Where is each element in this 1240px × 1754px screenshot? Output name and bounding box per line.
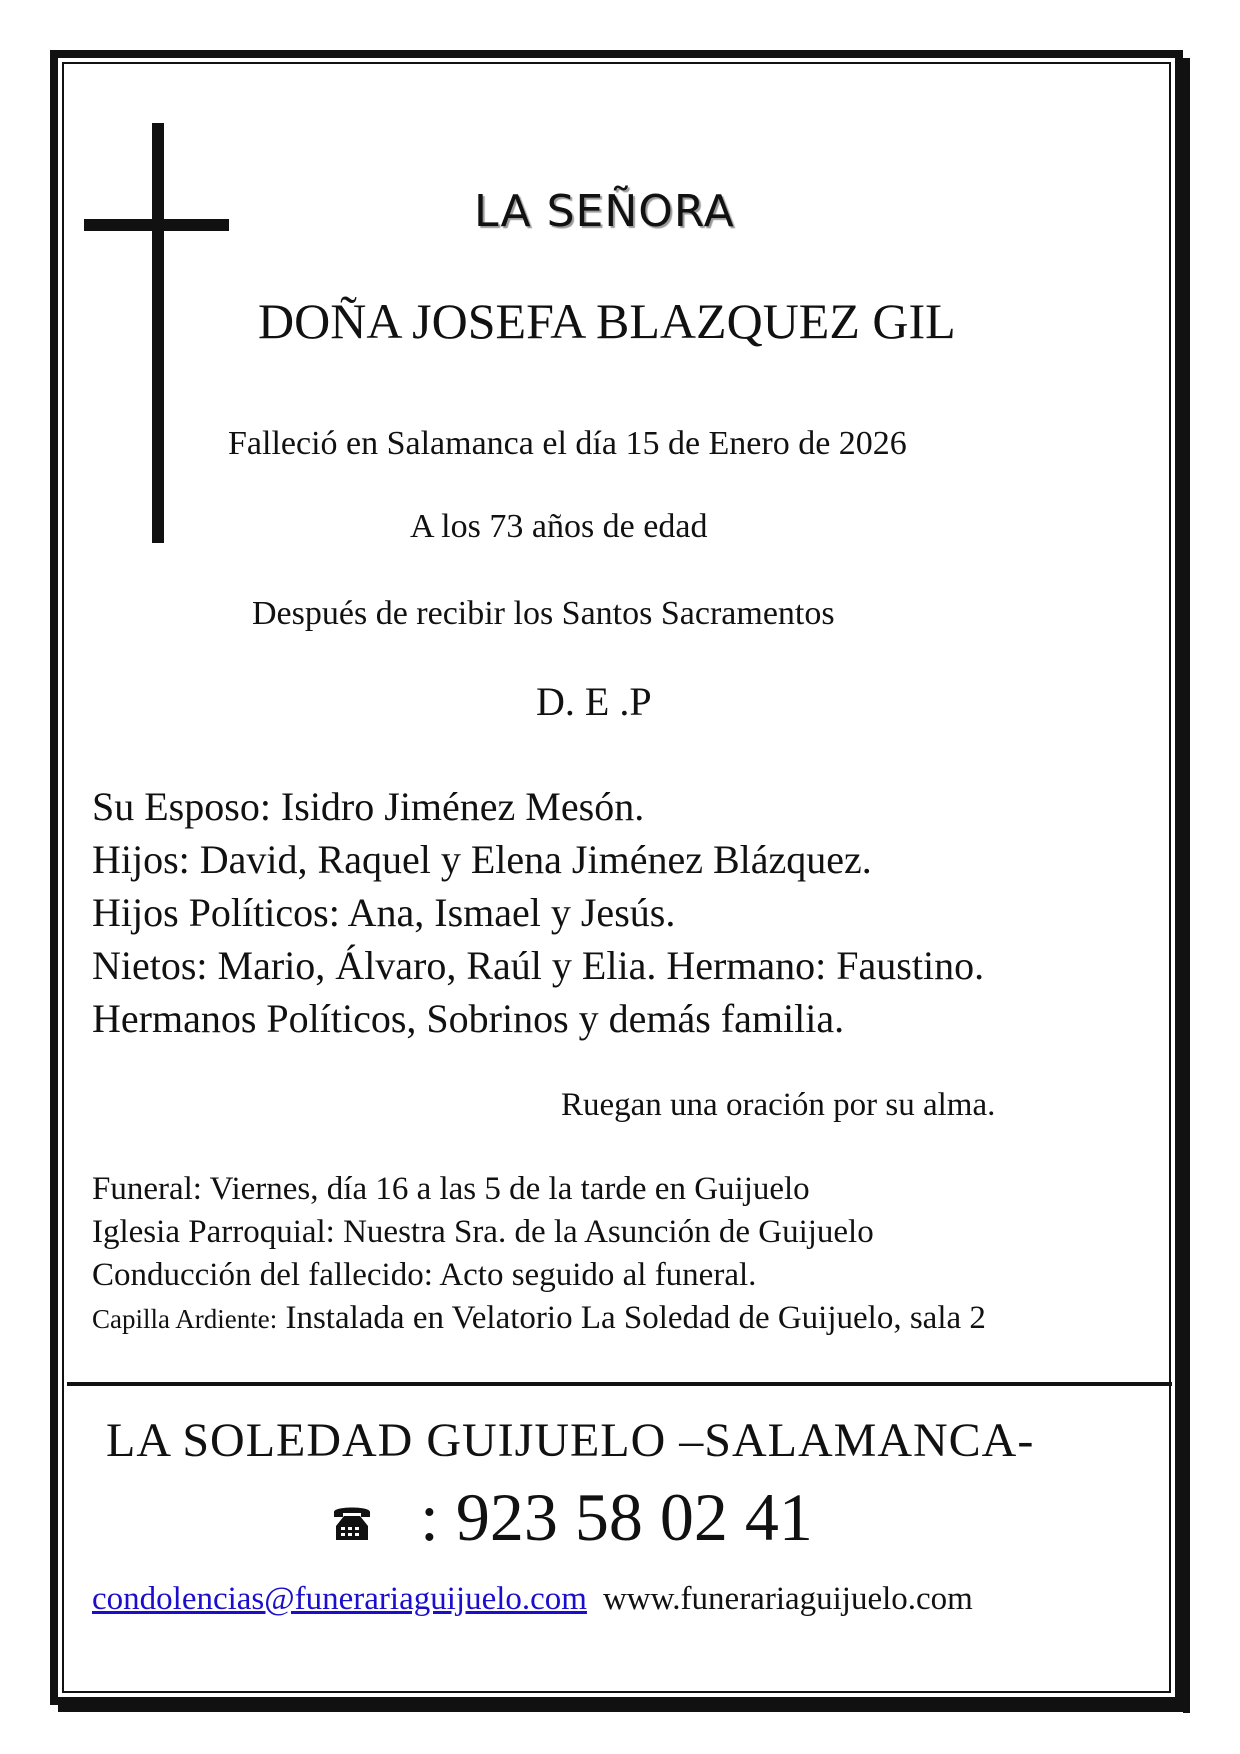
phone-number: : 923 58 02 41 — [420, 1479, 813, 1555]
funeral-details — [92, 1168, 986, 1341]
contact-line — [92, 1581, 973, 1618]
email-link[interactable]: condolencias@funerariaguijuelo.com — [92, 1581, 587, 1617]
website-text: www.funerariaguijuelo.com — [602, 1581, 973, 1617]
footer-divider — [67, 1382, 1172, 1386]
funeral-chapel — [92, 1297, 986, 1341]
family-in-laws: Hijos Políticos: Ana, Ismael y Jesús. — [92, 890, 676, 935]
family-grandchildren: Nietos: Mario, Álvaro, Raúl y Elia. Hermano: Faustino. — [92, 943, 985, 988]
rip-text: D. E .P — [536, 679, 652, 724]
telephone-icon — [330, 1500, 374, 1544]
funeral-church: Iglesia Parroquial: Nuestra Sra. de la Asunción de Guijuelo — [92, 1214, 874, 1250]
deceased-name: DOÑA JOSEFA BLAZQUEZ GIL — [258, 293, 956, 349]
chapel-value: Instalada en Velatorio La Soledad de Guijuelo, sala 2 — [277, 1300, 986, 1336]
death-line: Falleció en Salamanca el día 15 de Enero de 2026 — [228, 425, 907, 462]
family-list — [92, 780, 984, 1045]
funeral-procession: Conducción del fallecido: Acto seguido al funeral. — [92, 1257, 757, 1293]
company-name: LA SOLEDAD GUIJUELO –SALAMANCA- — [106, 1414, 1035, 1467]
family-spouse: Su Esposo: Isidro Jiménez Mesón. — [92, 784, 645, 829]
frame-shadow-right — [1183, 58, 1190, 1713]
title-prefix: LA SEÑORA — [474, 186, 735, 237]
sacraments-line: Después de recibir los Santos Sacramentos — [252, 595, 835, 632]
cross-vertical — [152, 123, 164, 543]
prayer-request: Ruegan una oración por su alma. — [561, 1087, 996, 1123]
funeral-service: Funeral: Viernes, día 16 a las 5 de la tarde en Guijuelo — [92, 1171, 810, 1207]
chapel-label: Capilla Ardiente: — [92, 1304, 278, 1334]
family-others: Hermanos Políticos, Sobrinos y demás familia. — [92, 996, 845, 1041]
cross-horizontal — [84, 219, 229, 231]
frame-shadow-bottom — [58, 1705, 1190, 1712]
age-line: A los 73 años de edad — [410, 508, 708, 545]
family-children: Hijos: David, Raquel y Elena Jiménez Blázquez. — [92, 837, 872, 882]
